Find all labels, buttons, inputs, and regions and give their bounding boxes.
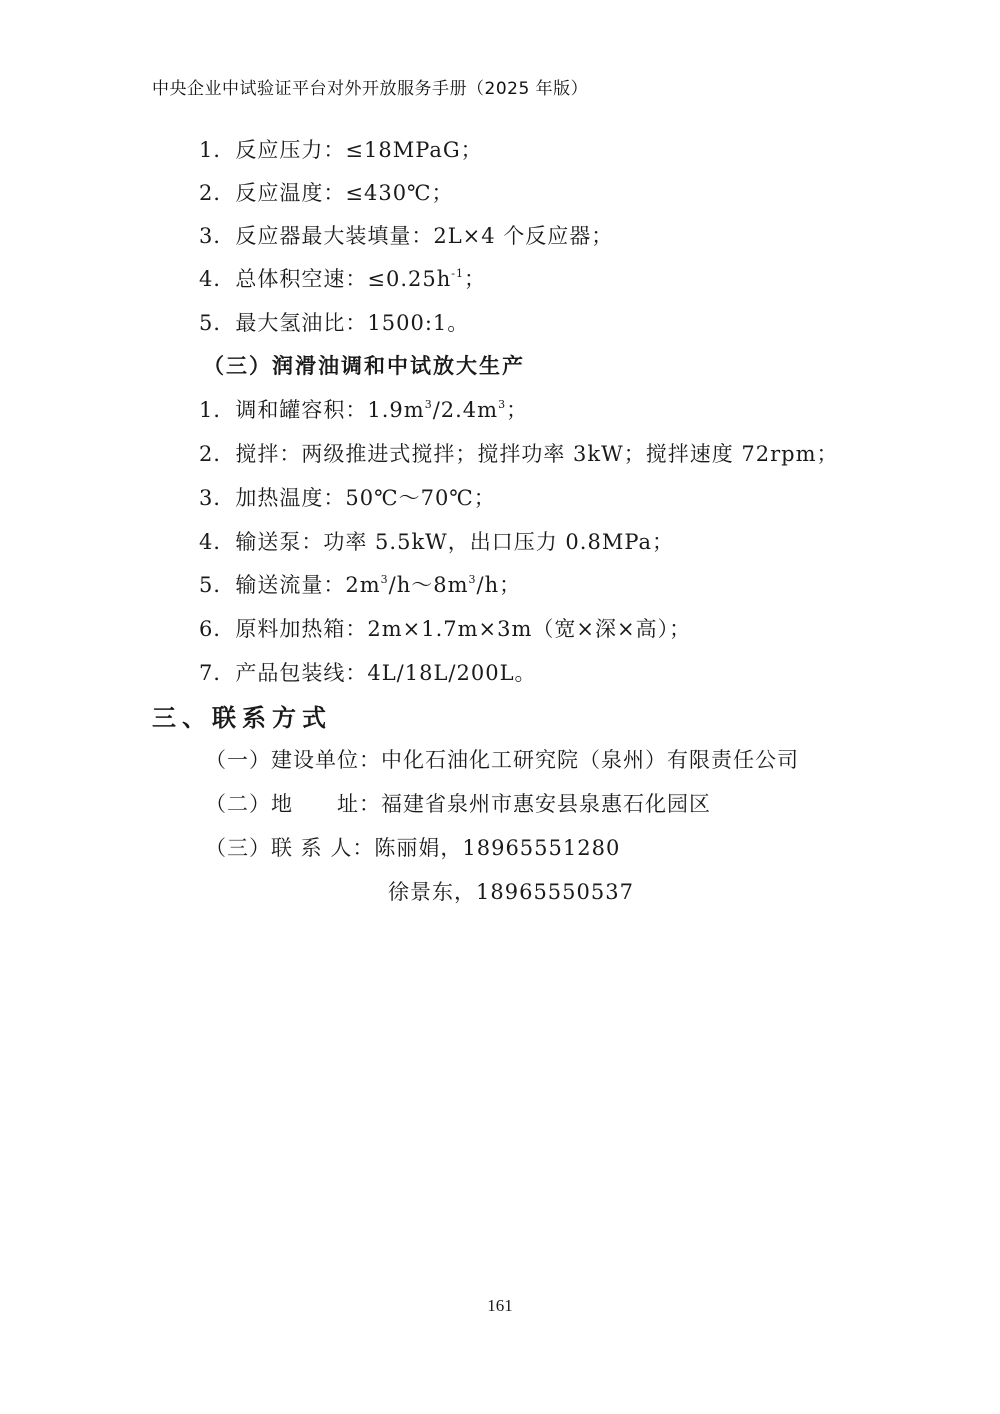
- item-number: 4．: [199, 267, 236, 291]
- item-text: 加热温度：50℃～70℃；: [235, 486, 496, 510]
- item-text: 产品包装线：4L/18L/200L。: [235, 661, 537, 685]
- superscript: 3: [424, 398, 433, 411]
- item-text: 反应压力：≤18MPaG；: [235, 138, 483, 162]
- item-number: 7．: [199, 661, 236, 685]
- item-text-end: ；: [506, 398, 529, 422]
- list-item: [199, 265, 486, 293]
- item-number: 4．: [199, 530, 236, 554]
- contact-person-2: 徐景东，18965550537: [388, 880, 634, 904]
- contact-person: [205, 834, 620, 862]
- item-text-end: ；: [463, 267, 486, 291]
- list-item: [199, 659, 537, 687]
- contact-person-1: 陈丽娟，18965551280: [374, 836, 621, 860]
- item-text: 输送泵：功率 5.5kW，出口压力 0.8MPa；: [235, 530, 675, 554]
- item-number: 1．: [199, 138, 236, 162]
- item-number: 6．: [199, 617, 236, 641]
- section-heading: 三、联系方式: [152, 704, 332, 732]
- item-text-end: /h；: [476, 573, 522, 597]
- item-number: 5．: [199, 573, 236, 597]
- superscript: 3: [380, 573, 389, 586]
- item-text: /2.4m: [432, 398, 499, 422]
- superscript: -1: [451, 267, 464, 280]
- item-text: /h～8m: [388, 573, 469, 597]
- list-item: [199, 309, 469, 337]
- item-number: 2．: [199, 181, 236, 205]
- item-number: 3．: [199, 224, 236, 248]
- item-text: 最大氢油比：1500:1。: [235, 311, 470, 335]
- item-number: 5．: [199, 311, 236, 335]
- item-text: 原料加热箱：2m×1.7m×3m（宽×深×高）；: [235, 617, 692, 641]
- list-item: [199, 484, 496, 512]
- superscript: 3: [498, 398, 507, 411]
- item-number: 3．: [199, 486, 236, 510]
- list-item: [199, 396, 528, 424]
- item-text: 输送流量：2m: [235, 573, 381, 597]
- superscript: 3: [468, 573, 477, 586]
- list-item: [199, 528, 674, 556]
- contact-unit: （一）建设单位：中化石油化工研究院（泉州）有限责任公司: [205, 748, 799, 772]
- contact-address: （二）地 址：福建省泉州市惠安县泉惠石化园区: [205, 792, 711, 816]
- list-item: [199, 440, 839, 468]
- item-number: 1．: [199, 398, 236, 422]
- list-item: [199, 136, 483, 164]
- item-text: 反应温度：≤430℃；: [235, 181, 454, 205]
- list-item: [199, 179, 454, 207]
- page-number: 161: [487, 1296, 513, 1315]
- list-item: [199, 571, 521, 599]
- item-text: 调和罐容积：1.9m: [235, 398, 425, 422]
- list-item: [199, 222, 613, 250]
- item-text: 反应器最大装填量：2L×4 个反应器；: [235, 224, 614, 248]
- contact-person-label: （三）联 系 人：: [205, 836, 375, 860]
- running-header: 中央企业中试验证平台对外开放服务手册（2025 年版）: [152, 79, 589, 99]
- item-text: 总体积空速：≤0.25h: [235, 267, 452, 291]
- section-subheading: （三）润滑油调和中试放大生产: [203, 354, 525, 378]
- list-item: [199, 615, 691, 643]
- item-text: 搅拌：两级推进式搅拌；搅拌功率 3kW；搅拌速度 72rpm；: [235, 442, 839, 466]
- item-number: 2．: [199, 442, 236, 466]
